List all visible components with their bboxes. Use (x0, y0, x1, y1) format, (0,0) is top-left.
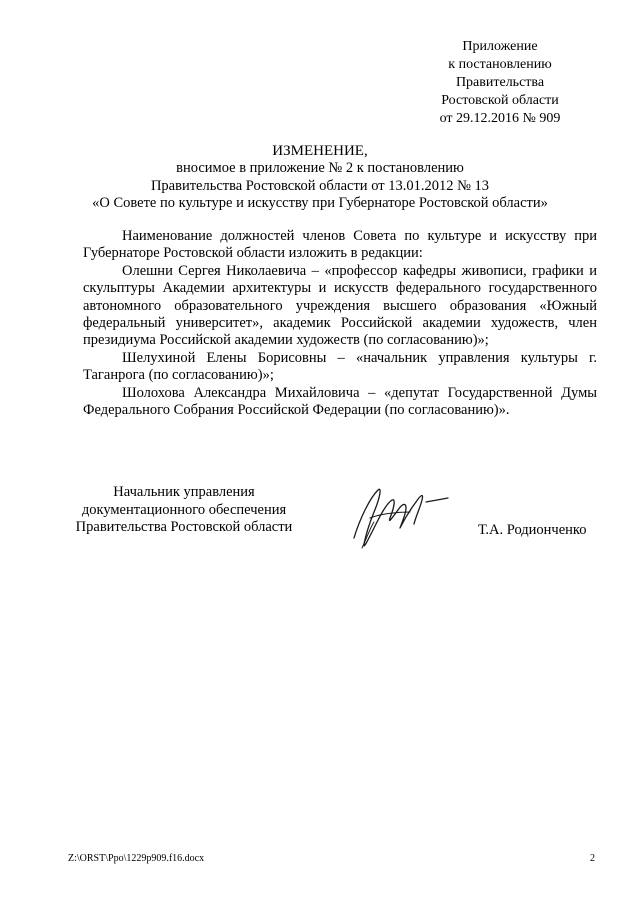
title-heading: ИЗМЕНЕНИЕ, (272, 143, 368, 159)
body-paragraph: Шолохова Александра Михайловича – «депутат Государственной Думы Федерального Собрания Российской Федерации (по согласованию)». (83, 384, 597, 419)
document-title (60, 142, 580, 213)
signer-name: Т.А. Родионченко (478, 522, 587, 538)
title-line: вносимое в приложение № 2 к постановлению (176, 160, 464, 176)
body-paragraph: Шелухиной Елены Борисовны – «начальник управления культуры г. Таганрога (по согласованию)»; (83, 349, 597, 384)
attachment-line: Правительства (455, 75, 545, 90)
signer-position-line: документационного обеспечения (81, 501, 287, 518)
footer-file-path: Z:\ORST\Ppo\1229p909.f16.docx (68, 853, 205, 864)
attachment-date: от 29.12.2016 № 909 (439, 111, 561, 126)
page-number: 2 (590, 853, 595, 864)
attachment-line: Ростовской области (441, 93, 559, 108)
attachment-line: к постановлению (448, 57, 552, 72)
signer-position-line: Начальник управления (113, 484, 255, 500)
signer-position-line: Правительства Ростовской области (75, 519, 293, 535)
document-body (83, 228, 597, 419)
signer-position (64, 484, 304, 537)
title-line: «О Совете по культуре и искусству при Губернаторе Ростовской области» (92, 195, 548, 211)
attachment-line: Приложение (462, 39, 538, 54)
body-paragraph: Наименование должностей членов Совета по культуре и искусству при Губернаторе Ростовской области изложить в редакции: (83, 228, 597, 262)
body-paragraph: Олешни Сергея Николаевича – «профессор кафедры живописи, графики и скульптуры Академии архитектуры и искусств федерального государственного автономного образовательного учреждения высшего образования «Южный федеральный университет», академик Российской академии художеств, член президиума Российской академии художеств (по согласованию)»; (83, 262, 597, 349)
title-line: Правительства Ростовской области от 13.01.2012 № 13 (150, 177, 490, 194)
attachment-header (420, 38, 580, 128)
handwritten-signature (340, 478, 460, 558)
